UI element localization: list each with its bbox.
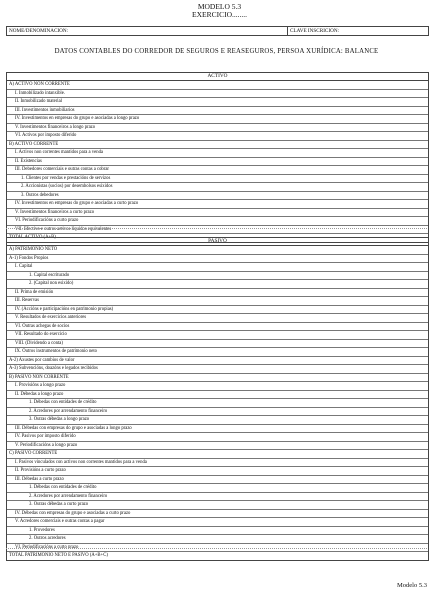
table-row: III. Débedas con empresas do grupo e asociadas a longo prazo	[7, 425, 428, 434]
table-row: 1. Provedores	[7, 527, 428, 536]
table-row: A-1) Fondos Propios	[7, 255, 428, 264]
name-field[interactable]: NOME/DENOMINACION:	[7, 27, 288, 35]
pasivo-heading: PASIVO	[7, 238, 428, 246]
table-row: III. Investimentos inmobiliarios	[7, 107, 428, 116]
table-row: I. Inmobilizado intanxible.	[7, 90, 428, 99]
exercise-label: EXERCICIO........	[192, 10, 247, 19]
separator	[6, 228, 427, 229]
table-row: A) ACTIVO NON CORRENTE	[7, 81, 428, 90]
table-row: III. Débedas a curto prazo	[7, 476, 428, 485]
table-row: III. Reservas	[7, 297, 428, 306]
table-row: VI. Periodificacións a curto prazo	[7, 544, 428, 553]
table-row: 2. Acredores por arrendamento financeiro	[7, 493, 428, 502]
table-row: VI. Periodificacións a curto prazo	[7, 217, 428, 226]
table-row: A) PATRIMONIO NETO	[7, 246, 428, 255]
table-row: 1. Clientes por vendas e prestacións de servizos	[7, 175, 428, 184]
pasivo-rows	[7, 246, 428, 560]
table-row: III. Debedores comerciais e outras contas a cobrar	[7, 166, 428, 175]
footer-label: Modelo 5.3	[397, 582, 427, 589]
table-row: 1. Débedas con entidades de crédito	[7, 399, 428, 408]
pasivo-table	[6, 237, 429, 561]
activo-heading: ACTIVO	[7, 73, 428, 81]
table-row: 2. Accionistas (socios) por desembolsos esixidos	[7, 183, 428, 192]
table-row: TOTAL PATRIMONIO NETO E PASIVO (A+B+C)	[9, 553, 108, 558]
code-field[interactable]: CLAVE INSCRICION:	[290, 28, 340, 34]
table-row: II. Débedas a longo prazo	[7, 391, 428, 400]
activo-table	[6, 72, 429, 243]
table-row: V. Investimentos financeiros a longo prazo	[7, 124, 428, 133]
table-row: V. Investimentos financeiros a curto prazo	[7, 209, 428, 218]
table-row: 3. Outros debedores	[7, 192, 428, 201]
table-row: C) PASIVO CORRENTE	[7, 450, 428, 459]
table-row: B) PASIVO NON CORRENTE	[7, 374, 428, 383]
separator	[6, 548, 427, 549]
identification-box	[6, 26, 429, 36]
table-row: I. Provisións a longo prazo	[7, 382, 428, 391]
model-number: MODELO 5.3	[197, 2, 242, 11]
table-row: 1. Débedas con entidades de crédito	[7, 484, 428, 493]
table-row: II. Inmobilizado material	[7, 98, 428, 107]
table-row: 1. Capital escriturado	[7, 272, 428, 281]
table-row: II. Existencias	[7, 158, 428, 167]
table-row: A-3) Subvencións, doazóns e legados recibidos	[7, 365, 428, 374]
page-title: DATOS CONTABLES DO CORREDOR DE SEGUROS E REASEGUROS, PERSOA XURÍDICA: BALANCE	[54, 48, 379, 55]
table-row: II. Prima de emisión	[7, 289, 428, 298]
table-row: I. Capital	[7, 263, 428, 272]
table-row: I. Activos non correntes mantidos para a venda	[7, 149, 428, 158]
table-row: VIII. (Dividendo a conta)	[7, 340, 428, 349]
table-row: IV. Pasivos por imposto diferido	[7, 433, 428, 442]
table-row: 2. Outros acredores	[7, 535, 428, 544]
table-row: VII. Resultado do exercicio	[7, 331, 428, 340]
table-row: IV. Investimentos en empresas do grupo e asociadas a longo prazo	[7, 115, 428, 124]
table-row: V. Periodificacións a longo prazo	[7, 442, 428, 451]
table-row: 2. Acredores por arrendamento financeiro	[7, 408, 428, 417]
table-row: I. Pasivos vinculados con activos non correntes mantidos para a venda	[7, 459, 428, 468]
table-row: IV. (Accións e participacións en patrimonio propias)	[7, 306, 428, 315]
table-row: A-2) Axustes por cambios de valor	[7, 357, 428, 366]
table-row: IV. Débedas con empresas do grupo e asociadas a curto prazo	[7, 510, 428, 519]
table-row: V. Acredores comerciais e outras contas a pagar	[7, 518, 428, 527]
table-row: 3. Outras débedas a longo prazo	[7, 416, 428, 425]
table-row: TOTAL ACTIVO (A+B)	[9, 235, 56, 240]
table-row: VII. Efectivo e outros activos líquidos equivalentes	[7, 226, 428, 235]
table-row: V. Resultados de exercicios anteriores	[7, 314, 428, 323]
activo-rows	[7, 81, 428, 242]
table-row: II. Provisións a curto prazo	[7, 467, 428, 476]
table-row: VI. Activos por imposto diferido	[7, 132, 428, 141]
table-row: VI. Outras achegas de socios	[7, 323, 428, 332]
table-row: 3. Outras débedas a curto prazo	[7, 501, 428, 510]
table-row: B) ACTIVO CORRENTE	[7, 141, 428, 150]
table-row: 2. (Capital non esixido)	[7, 280, 428, 289]
table-row: IV. Investimentos en empresas do grupo e asociadas a curto prazo	[7, 200, 428, 209]
table-row: IX. Outros instrumentos de patrimonio neto	[7, 348, 428, 357]
